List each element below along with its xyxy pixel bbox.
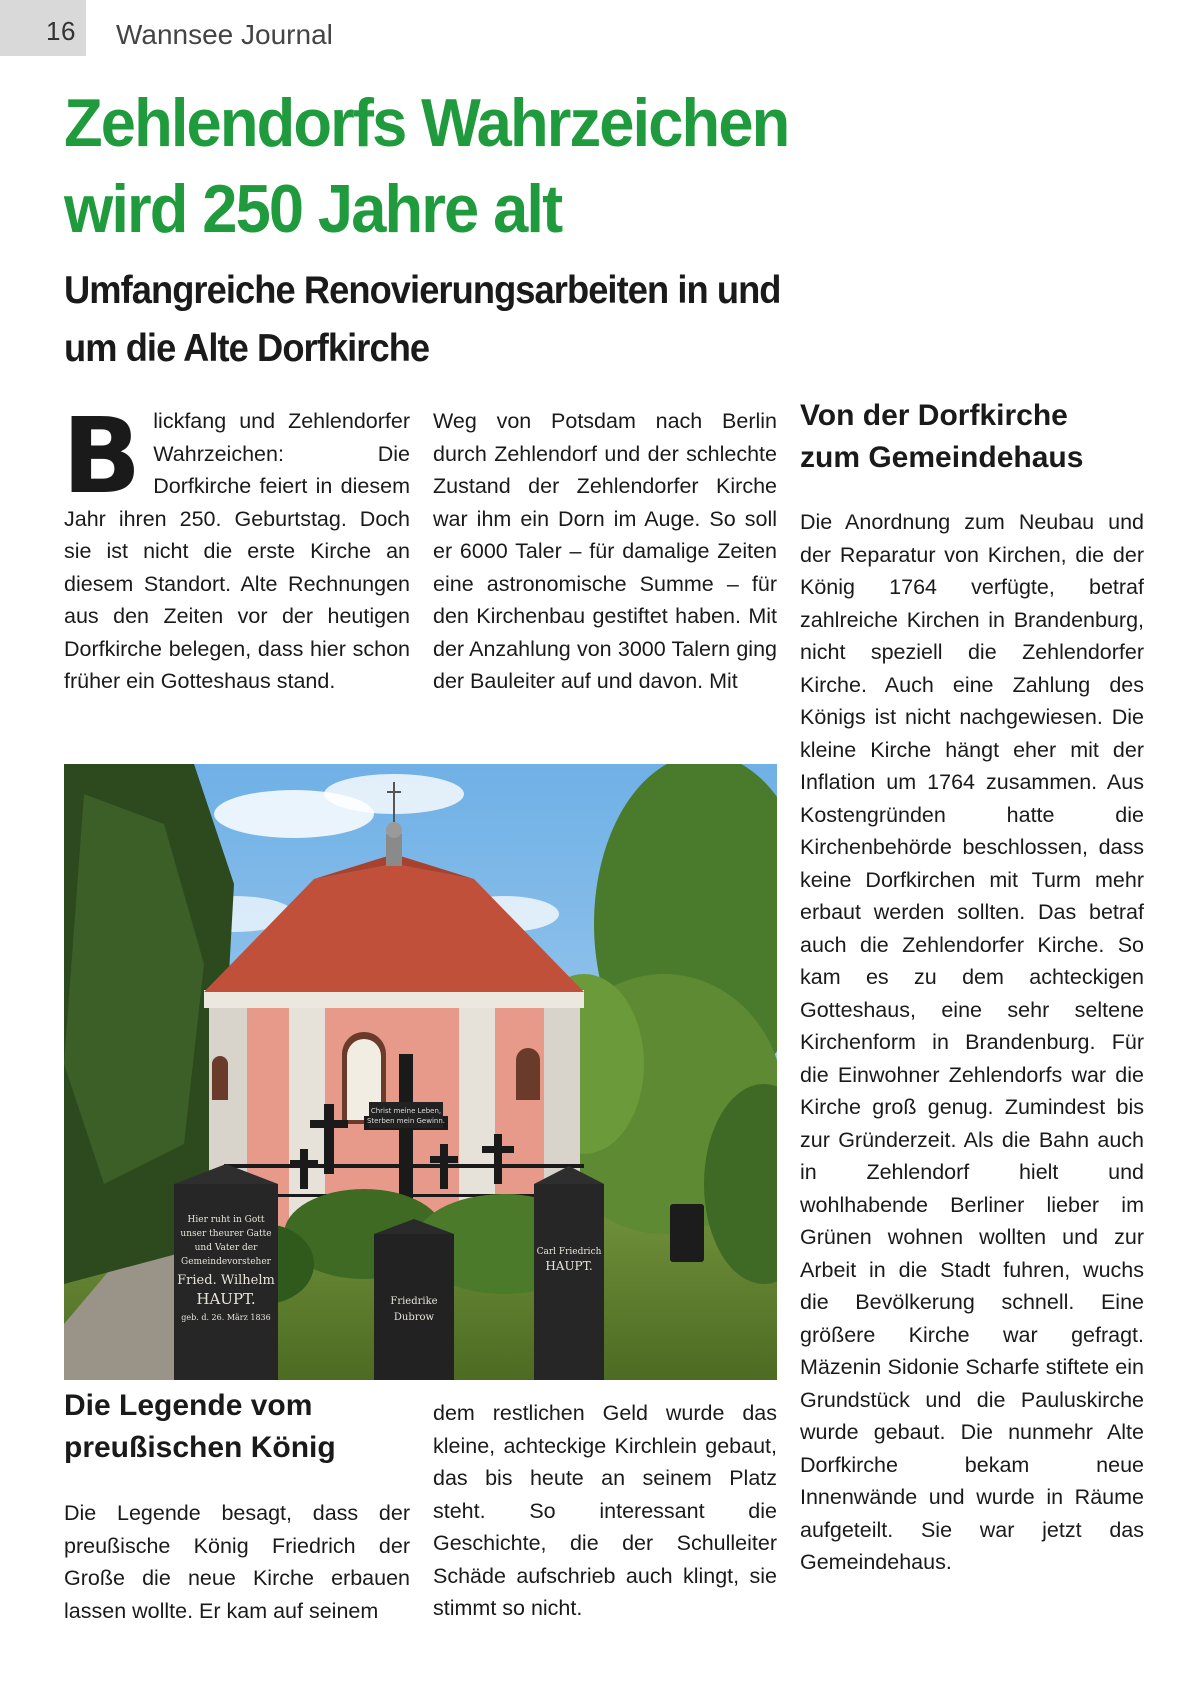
subheadline-line-2: um die Alte Dorfkirche <box>64 327 430 370</box>
page-number: 16 <box>46 16 76 46</box>
drop-cap: B <box>62 395 142 517</box>
column-2-bottom <box>433 1397 777 1625</box>
section-heading-gemeindehaus-line-2: zum Gemeindehaus <box>800 441 1084 474</box>
gemeindehaus-text: Die Anordnung zum Neubau und der Reparatur von Kirchen, die der König 1764 verfügte, betraf zahlreiche Kirchen in Brandenburg, nicht speziell die Zehlendorfer Kirche. Auch eine Zahlung des Königs ist nicht nachgewiesen. Die kleine Kirche hängt eher mit der Inflation um 1764 zusammen. Aus Kostengründen hatte die Kirchenbehörde beschlossen, dass keine Dorfkirchen mit Turm mehr erbaut werden sollten. Das betraf auch die Zehlendorfer Kirche. So kam es zu dem achteckigen Gotteshaus, eine sehr seltene Kirchenform in Brandenburg. Für die Einwohner Zehlendorfs war die Kirche groß genug. Zumindest bis zur Gründerzeit. Als die Bahn auch in Zehlendorf hielt und wohlhabende Berliner lieber im Grünen wohnen wollten und zur Arbeit in die Stadt fuhren, wuchs die Bevölkerung schnell. Eine größere Kirche war gefragt. Mäzenin Sidonie Scharfe stiftete ein Grundstück und die Pauluskirche wurde gebaut. Die nunmehr Alte Dorfkirche bekam neue Innenwände und wurde in Räume aufgeteilt. Sie war jetzt das Gemeindehaus. <box>800 510 1144 1574</box>
section-heading-legend-line-1: Die Legende vom <box>64 1389 313 1422</box>
gravestone-left-line-6: HAUPT. <box>196 1290 256 1308</box>
gravestone-center-line-2: Dubrow <box>393 1312 435 1323</box>
headline-line-2: wird 250 Jahre alt <box>64 171 562 247</box>
gravestone-left-line-2: unser theurer Gatte <box>180 1229 272 1239</box>
journal-name: Wannsee Journal <box>116 19 333 50</box>
gravestone-left-line-4: Gemeindevorsteher <box>181 1257 271 1267</box>
column-2-bottom-text: dem restlichen Geld wurde das kleine, achteckige Kirchlein gebaut, das bis heute an seinem Platz steht. So interessant die Geschichte, die der Schulleiter Schäde aufschrieb auch klingt, sie stimmt so nicht. <box>433 1401 777 1620</box>
church-photo <box>64 764 777 1380</box>
gravestone-left-line-7: geb. d. 26. März 1836 <box>181 1313 271 1322</box>
subheadline-line-1: Umfangreiche Renovierungsarbeiten in und <box>64 269 781 312</box>
section-heading-legend <box>64 1385 424 1469</box>
headline <box>64 80 901 252</box>
column-2-top-text: Weg von Potsdam nach Berlin durch Zehlendorf und der schlechte Zustand der Zehlendorfer Kirche war ihm ein Dorn im Auge. So soll er 6000 Taler – für damalige Zeiten eine astronomische Summe – für den Kirchenbau gestiftet haben. Mit der Anzahlung von 3000 Talern ging der Bauleiter auf und davon. Mit <box>433 409 777 693</box>
section-heading-legend-line-2: preußischen König <box>64 1431 336 1464</box>
cross-plaque-line-1: Christ meine Leben, <box>370 1107 442 1115</box>
headline-line-1: Zehlendorfs Wahrzeichen <box>64 85 789 161</box>
gravestone-left-line-5: Fried. Wilhelm <box>177 1273 275 1288</box>
intro-text: lickfang und Zehlendorfer Wahrzeichen: Die Dorfkirche feiert in diesem Jahr ihren 250. Geburtstag. Doch sie ist nicht die erste Kirche an diesem Standort. Alte Rechnungen aus den Zeiten vor der heutigen Dorfkirche belegen, dass hier schon früher ein Gotteshaus stand. <box>64 409 410 693</box>
section-heading-gemeindehaus-line-1: Von der Dorfkirche <box>800 399 1068 432</box>
gravestone-right-line-2: HAUPT. <box>545 1259 593 1273</box>
cross-plaque-line-2: Sterben mein Gewinn. <box>366 1117 446 1125</box>
intro-paragraph <box>62 395 410 698</box>
section-heading-gemeindehaus <box>800 395 1170 479</box>
gravestone-center-line-1: Friedrike <box>390 1296 438 1307</box>
gemeindehaus-paragraph <box>800 506 1144 1579</box>
legend-text: Die Legende besagt, dass der preußische König Friedrich der Große die neue Kirche erbauen lassen wollte. Er kam auf seinem <box>64 1501 410 1623</box>
legend-paragraph <box>64 1497 410 1627</box>
column-2-top <box>433 405 777 698</box>
subheadline <box>64 262 901 378</box>
gravestone-left-line-3: und Vater der <box>194 1243 258 1253</box>
gravestone-left-line-1: Hier ruht in Gott <box>187 1215 265 1225</box>
gravestone-right-line-1: Carl Friedrich <box>536 1247 602 1257</box>
